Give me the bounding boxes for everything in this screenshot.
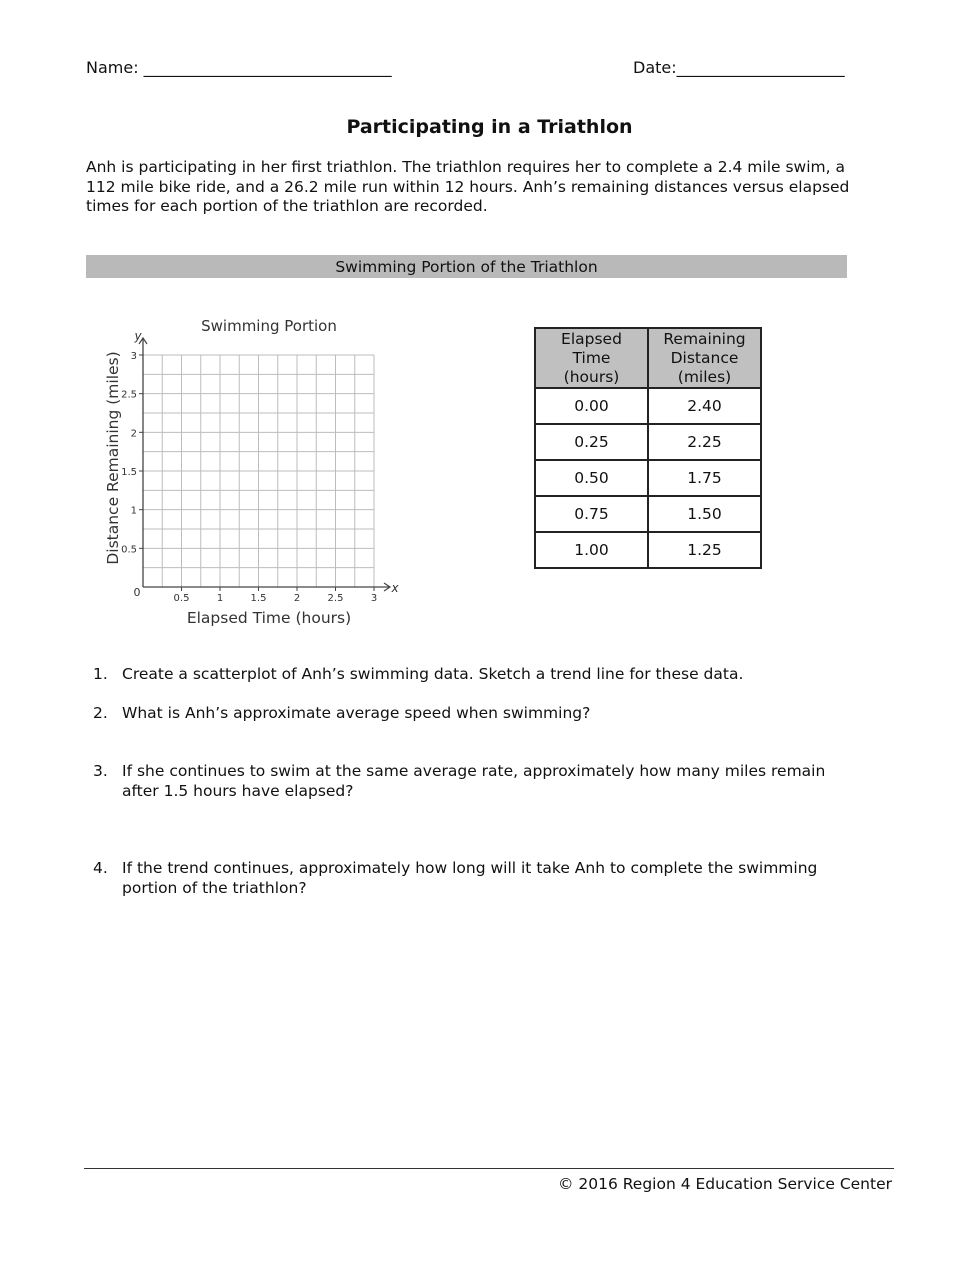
table-cell: 0.75	[535, 496, 648, 532]
table-cell: 2.40	[648, 388, 761, 424]
question-text: If she continues to swim at the same average rate, approximately how many miles remain after 1.5 hours have elapsed?	[122, 762, 826, 800]
table-cell: 1.75	[648, 460, 761, 496]
x-tick-label: 2	[293, 593, 301, 604]
x-tick-label: 0.5	[173, 593, 190, 604]
x-tick-label: 3	[370, 593, 378, 604]
section-band: Swimming Portion of the Triathlon	[86, 255, 847, 278]
y-tick-label: 2	[130, 428, 137, 440]
footer-divider	[84, 1168, 894, 1169]
table-row	[535, 424, 761, 460]
table-row	[535, 388, 761, 424]
intro-paragraph: Anh is participating in her first triathlon. The triathlon requires her to complete a 2.4 mile swim, a 112 mile bike ride, and a 26.2 mile run within 12 hours. Anh’s remaining distances versus elapsed times for each portion of the triathlon are recorded.	[86, 158, 850, 215]
question-number: 2.	[93, 704, 108, 722]
data-table	[534, 327, 762, 569]
question-text: Create a scatterplot of Anh’s swimming data. Sketch a trend line for these data.	[122, 665, 744, 683]
chart-axes	[139, 338, 390, 591]
table-cell: 2.25	[648, 424, 761, 460]
x-tick-label: 2.5	[327, 593, 344, 604]
table-cell: 0.50	[535, 460, 648, 496]
date-field[interactable]: Date:_____________________	[633, 58, 845, 77]
table-row	[535, 496, 761, 532]
y-axis-label: Distance Remaining (miles)	[104, 351, 122, 565]
swimming-chart	[95, 310, 415, 640]
y-tick-label: 3	[130, 351, 137, 362]
table-cell: 0.00	[535, 388, 648, 424]
x-tick-label: 1.5	[250, 593, 267, 604]
question-number: 3.	[93, 762, 108, 780]
origin-label: 0	[133, 586, 141, 599]
chart-grid	[143, 355, 374, 587]
table-cell: 1.25	[648, 532, 761, 568]
question-number: 4.	[93, 859, 108, 877]
page-title: Participating in a Triathlon	[346, 116, 633, 138]
table-header-remaining-distance: Remaining Distance (miles)	[648, 328, 761, 388]
question-text: If the trend continues, approximately how long will it take Anh to complete the swimming portion of the triathlon?	[122, 859, 818, 897]
y-tick-label: 1	[130, 505, 137, 517]
table-row	[535, 460, 761, 496]
table-row	[535, 532, 761, 568]
x-axis-label: Elapsed Time (hours)	[186, 609, 352, 627]
name-field[interactable]: Name: _______________________________	[86, 58, 392, 77]
x-tick-label: 1	[216, 593, 224, 604]
y-axis-letter: y	[134, 329, 142, 343]
chart-title: Swimming Portion	[201, 317, 337, 335]
y-tick-label: 2.5	[121, 389, 137, 401]
copyright-footer: © 2016 Region 4 Education Service Center	[557, 1175, 892, 1193]
chart-ticks	[121, 351, 377, 604]
question-text: What is Anh’s approximate average speed when swimming?	[122, 704, 591, 722]
table-cell: 1.50	[648, 496, 761, 532]
x-axis-letter: x	[391, 581, 399, 595]
y-tick-label: 1.5	[121, 467, 137, 478]
y-tick-label: 0.5	[121, 544, 137, 556]
question-number: 1.	[93, 665, 108, 683]
table-cell: 1.00	[535, 532, 648, 568]
table-header-elapsed-time: Elapsed Time (hours)	[535, 328, 648, 388]
table-cell: 0.25	[535, 424, 648, 460]
